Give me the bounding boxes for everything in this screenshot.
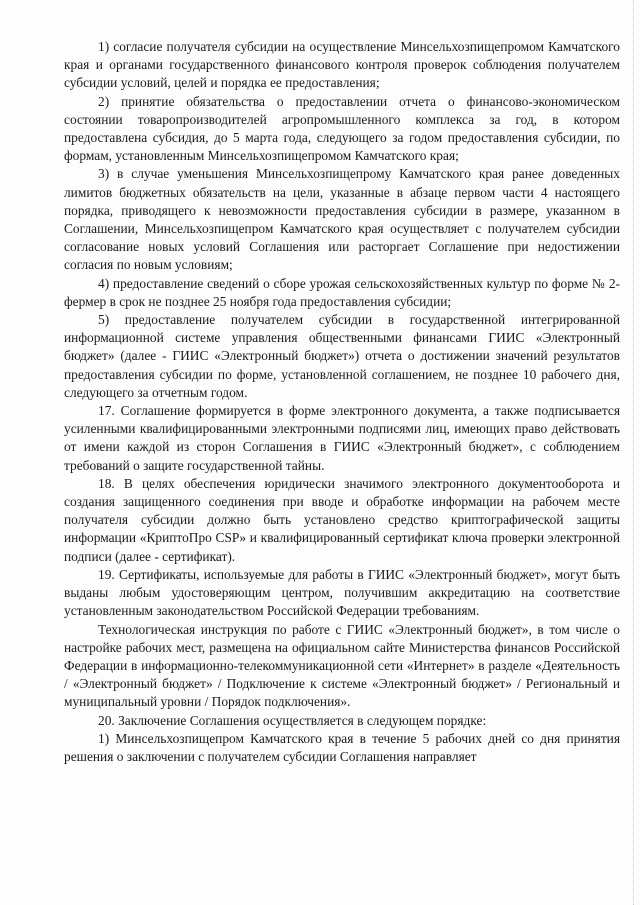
paragraph-clause-17: 17. Соглашение формируется в форме электронного документа, а также подписывается усиленными квалифицированными электронными подписями лиц, имеющих право действовать от имени каждой из сторон Соглашения в ГИИС «Электронный бюджет», с соблюдением требований о защите государственной тайны. (64, 403, 620, 473)
paragraph-item-5: 5) предоставление получателем субсидии в государственной интегрированной информационной системе управления общественными финансами ГИИС «Электронный бюджет» (далее - ГИИС «Электронный бюджет») отчета о достижении значений результатов предоставления субсидии по форме, установленной соглашением, не позднее 10 рабочего дня, следующего за отчетным годом. (64, 312, 620, 400)
paragraph-tech-instruction: Технологическая инструкция по работе с ГИИС «Электронный бюджет», в том числе о настройке рабочих мест, размещена на официальном сайте Министерства финансов Российской Федерации в информационно-телекоммуникационной сети «Интернет» в разделе «Деятельность / «Электронный бюджет» / Подключение к системе «Электронный бюджет» / Региональный и муниципальный уровни / Порядок подключения». (64, 621, 620, 710)
paragraph-item-2: 2) принятие обязательства о предоставлении отчета о финансово-экономическом состоянии товаропроизводителей агропромышленного комплекса за год, в котором предоставлена субсидия, до 5 марта года, следующего за годом предоставления субсидии, по формам, установленным Минсельхозпищепромом Камчатского края; (64, 93, 620, 164)
paragraph-clause-20: 20. Заключение Соглашения осуществляется в следующем порядке: (98, 712, 487, 728)
paragraph-item-4: 4) предоставление сведений о сборе урожая сельскохозяйственных культур по форме № 2-фермер в срок не позднее 25 ноября года предоставления субсидии; (64, 275, 620, 309)
paragraph-item-3: 3) в случае уменьшения Минсельхозпищепрому Камчатского края ранее доведенных лимитов бюджетных обязательств на цели, указанные в абзаце первом части 4 настоящего порядка, приводящего к невозможности предоставления субсидии в размере, указанном в Соглашении, Минсельхозпищепром Камчатского края осуществляет с получателем субсидии согласование новых условий Соглашения или расторгает Соглашение при недостижении согласия по новым условиям; (64, 166, 620, 273)
paragraph-clause-18: 18. В целях обеспечения юридически значимого электронного документооборота и создания защищенного соединения при вводе и обработке информации на рабочем месте получателя субсидии должно быть установлено средство криптографической защиты информации «КриптоПро CSP» и квалифицированный сертификат ключа проверки электронной подписи (далее - сертификат). (64, 475, 620, 564)
paragraph-item-1: 1) согласие получателя субсидии на осуществление Минсельхозпищепромом Камчатского края и органами государственного финансового контроля проверок соблюдения получателем субсидии условий, целей и порядка ее предоставления; (64, 39, 620, 91)
scan-edge-line (632, 0, 634, 905)
paragraph-clause-20-item-1: 1) Минсельхозпищепром Камчатского края в течение 5 рабочих дней со дня принятия решения о заключении с получателем субсидии Соглашения направляет (64, 730, 620, 764)
document-body (64, 38, 620, 766)
paragraph-clause-19: 19. Сертификаты, используемые для работы в ГИИС «Электронный бюджет», могут быть выданы любым удостоверяющим центром, получившим аккредитацию на соответствие установленным законодательством Российской Федерации требованиям. (64, 566, 620, 619)
